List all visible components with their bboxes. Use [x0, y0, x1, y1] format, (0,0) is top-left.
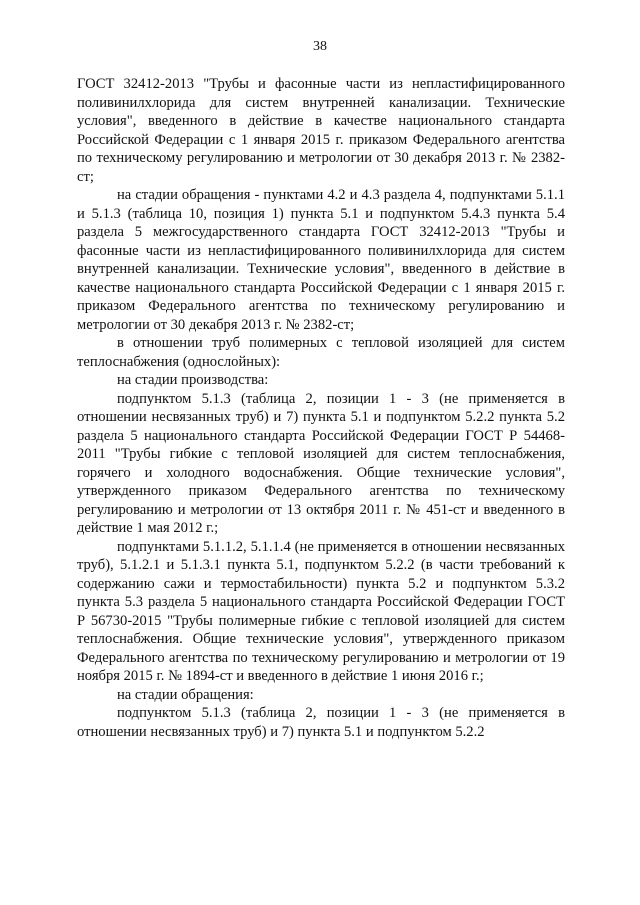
paragraph: на стадии производства:: [117, 372, 269, 388]
document-body: [77, 75, 565, 741]
paragraph: подпунктом 5.1.3 (таблица 2, позиции 1 - 3 (не применяется в отношении несвязанных труб) и 7) пункта 5.1 и подпунктом 5.2.2: [77, 705, 565, 740]
paragraph: на стадии обращения:: [117, 686, 254, 703]
paragraph: подпунктом 5.1.3 (таблица 2, позиции 1 - 3 (не применяется в отношении несвязанных труб) и 7) пункта 5.1 и подпунктом 5.2.2 пункта 5.2 раздела 5 национального стандарта Российской Федерации ГОСТ Р 54468-2011 "Трубы гибкие с тепловой изоляцией для систем теплоснабжения, горячего и холодного водоснабжения. Общие технические условия", утвержденного приказом Федерального агентства по техническому регулированию и метрологии от 13 октября 2011 г. № 451-ст и введенного в действие 1 мая 2012 г.;: [77, 390, 565, 536]
paragraph: подпунктами 5.1.1.2, 5.1.1.4 (не применяется в отношении несвязанных труб), 5.1.2.1 и 5.1.3.1 пункта 5.1, подпунктом 5.2.2 (в части требований к содержанию сажи и термостабильности) пункта 5.2 и подпунктом 5.3.2 пункта 5.3 раздела 5 национального стандарта Российской Федерации ГОСТ Р 56730-2015 "Трубы полимерные гибкие с тепловой изоляцией для систем теплоснабжения. Общие технические условия", утвержденного приказом Федерального агентства по техническому регулированию и метрологии от 19 ноября 2015 г. № 1894-ст и введенного в действие 1 июня 2016 г.;: [77, 538, 565, 684]
paragraph: ГОСТ 32412-2013 "Трубы и фасонные части из непластифицированного поливинилхлорида для систем внутренней канализации. Технические условия", введенного в действие в качестве национального стандарта Российской Федерации с 1 января 2015 г. приказом Федерального агентства по техническому регулированию и метрологии от 30 декабря 2013 г. № 2382-ст;: [77, 76, 565, 185]
paragraph: в отношении труб полимерных с тепловой изоляцией для систем теплоснабжения (однослойных):: [77, 335, 565, 370]
page-number: 38: [313, 39, 327, 54]
paragraph: на стадии обращения - пунктами 4.2 и 4.3 раздела 4, подпунктами 5.1.1 и 5.1.3 (таблица 10, позиция 1) пункта 5.1 и подпунктом 5.4.3 пункта 5.4 раздела 5 межгосударственного стандарта ГОСТ 32412-2013 "Трубы и фасонные части из непластифицированного поливинилхлорида для систем внутренней канализации. Технические условия", введенного в действие в качестве национального стандарта Российской Федерации с 1 января 2015 г. приказом Федерального агентства по техническому регулированию и метрологии от 30 декабря 2013 г. № 2382-ст;: [77, 187, 565, 333]
